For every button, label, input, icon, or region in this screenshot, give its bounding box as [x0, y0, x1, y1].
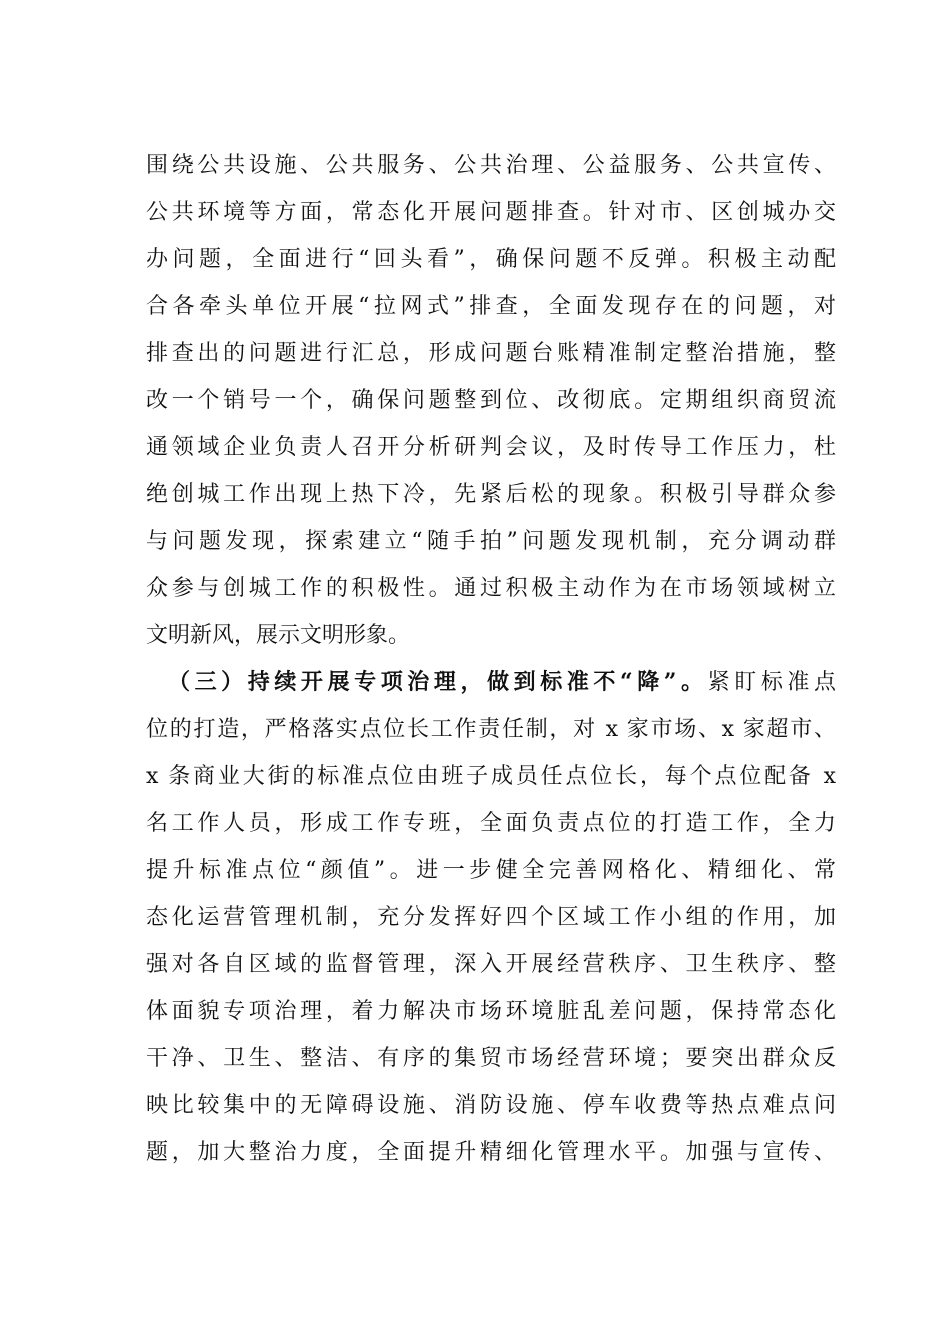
text-line: 绝创城工作出现上热下冷，先紧后松的现象。积极引导群众参	[146, 482, 836, 507]
paragraph-1	[146, 142, 836, 659]
text-line: 通领域企业负责人召开分析研判会议，及时传导工作压力，杜	[146, 435, 836, 460]
text-line: 位的打造，严格落实点位长工作责任制，对 x 家市场、x 家超市、	[146, 717, 836, 742]
text-line: 排查出的问题进行汇总，形成问题台账精准制定整治措施，整	[146, 341, 836, 366]
text-line: 体面貌专项治理，着力解决市场环境脏乱差问题，保持常态化	[146, 999, 836, 1024]
text-line: 名工作人员，形成工作专班，全面负责点位的打造工作，全力	[146, 811, 836, 836]
text-line: 态化运营管理机制，充分发挥好四个区域工作小组的作用，加	[146, 905, 836, 930]
text-line: 与问题发现，探索建立“随手拍”问题发现机制，充分调动群	[146, 529, 836, 554]
text-line: 公共环境等方面，常态化开展问题排查。针对市、区创城办交	[146, 200, 836, 225]
text-line: 办问题，全面进行“回头看”，确保问题不反弹。积极主动配	[146, 247, 836, 272]
text-line: 映比较集中的无障碍设施、消防设施、停车收费等热点难点问	[146, 1093, 836, 1118]
text-line: 文明新风，展示文明形象。	[146, 623, 411, 648]
text-line: 众参与创城工作的积极性。通过积极主动作为在市场领域树立	[146, 576, 836, 601]
text-line: 强对各自区域的监督管理，深入开展经营秩序、卫生秩序、整	[146, 952, 836, 977]
text-line: 题，加大整治力度，全面提升精细化管理水平。加强与宣传、	[146, 1140, 836, 1165]
text-line: 改一个销号一个，确保问题整到位、改彻底。定期组织商贸流	[146, 388, 836, 413]
text-line: 合各牵头单位开展“拉网式”排查，全面发现存在的问题，对	[146, 294, 836, 319]
text-line: 提升标准点位“颜值”。进一步健全完善网格化、精细化、常	[146, 858, 836, 883]
text-line	[146, 659, 836, 706]
paragraph-2	[146, 659, 836, 1176]
document-body	[146, 142, 836, 1176]
text-line: x 条商业大街的标准点位由班子成员任点位长，每个点位配备 x	[146, 764, 836, 789]
text-line: 干净、卫生、整洁、有序的集贸市场经营环境；要突出群众反	[146, 1046, 836, 1071]
text-run: 紧盯标准点	[707, 670, 836, 695]
section-heading: （三）持续开展专项治理，做到标准不“降”。	[168, 669, 708, 695]
text-line: 围绕公共设施、公共服务、公共治理、公益服务、公共宣传、	[146, 153, 836, 178]
